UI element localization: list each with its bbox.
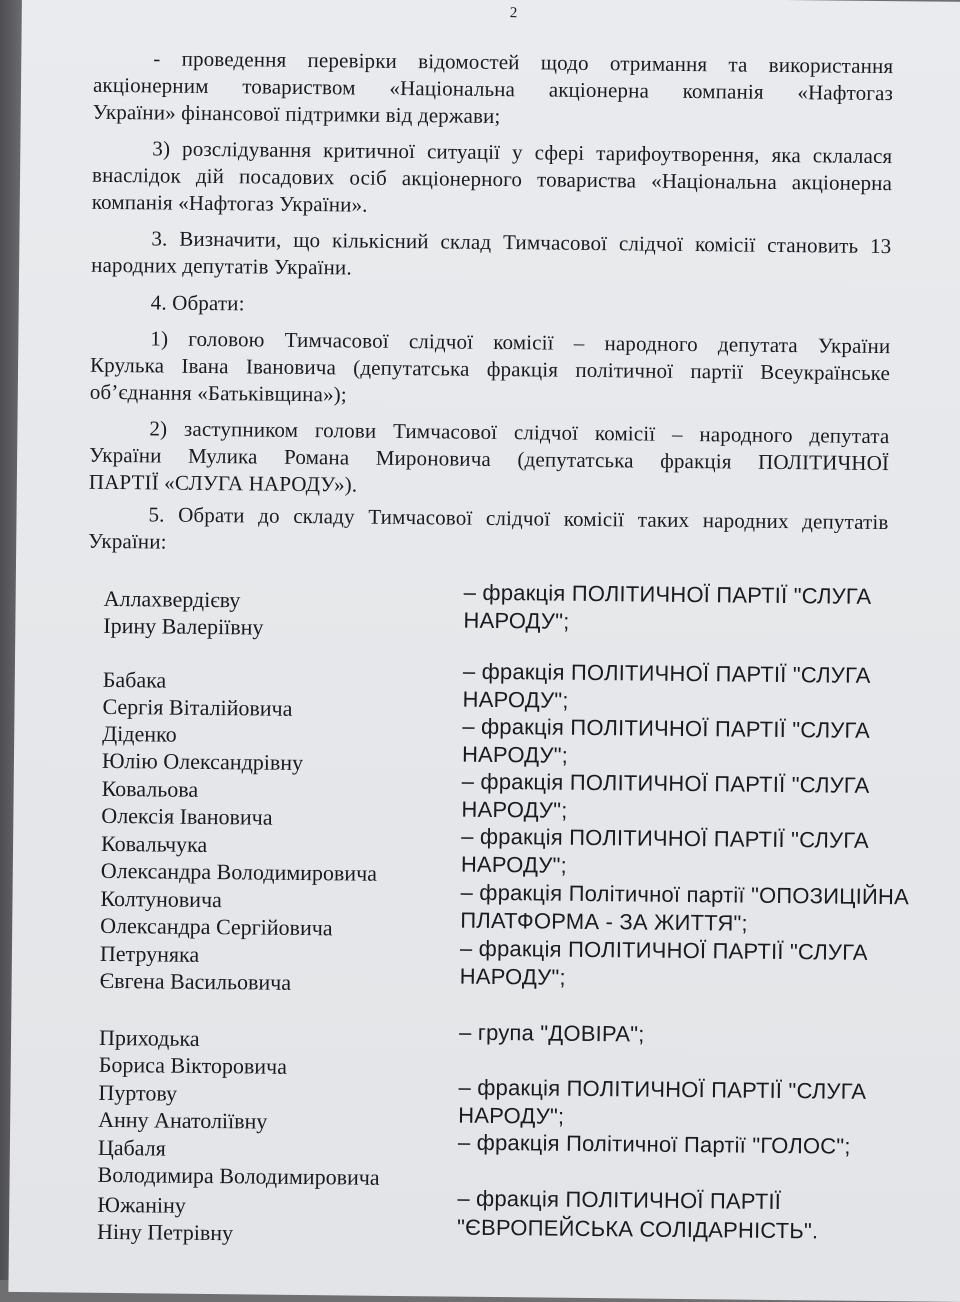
paragraph-line: народних депутатів України. <box>91 252 352 280</box>
member-surname: Аллахвердієву <box>103 585 241 613</box>
member-faction: НАРОДУ"; <box>461 796 568 823</box>
member-faction: – фракція ПОЛІТИЧНОЇ ПАРТІЇ "СЛУГА <box>462 658 871 688</box>
member-faction: НАРОДУ"; <box>460 851 568 878</box>
member-given-names: Сергія Віталійовича <box>102 693 293 721</box>
paragraph-line: 1) головою Тимчасової слідчої комісії – народного депутата України <box>150 326 891 359</box>
paragraph-line: - проведення перевірки відомостей щодо отримання та використання <box>153 46 894 79</box>
paragraph-deputy-chairman <box>89 415 890 504</box>
member-faction: – група "ДОВІРА"; <box>459 1019 645 1047</box>
member-faction: – фракція ПОЛІТИЧНОЇ ПАРТІЇ "СЛУГА <box>459 935 868 965</box>
member-surname: Колтуновича <box>100 885 222 913</box>
member-given-names: Юлію Олександрівну <box>101 747 304 775</box>
member-surname: Цабаля <box>97 1134 166 1161</box>
member-faction: – фракція ПОЛІТИЧНОЇ ПАРТІЇ "СЛУГА <box>458 1074 867 1104</box>
member-faction: – фракція ПОЛІТИЧНОЇ ПАРТІЇ "СЛУГА <box>462 713 871 743</box>
member-faction: НАРОДУ"; <box>462 686 569 713</box>
member-faction: – фракція ПОЛІТИЧНОЇ ПАРТІЇ <box>457 1185 782 1215</box>
member-faction: – фракція Політичної Партії "ГОЛОС"; <box>457 1129 851 1159</box>
paragraph-line: України: <box>88 528 167 554</box>
document-page <box>8 0 960 1302</box>
paragraph-line: 2) заступником голови Тимчасової слідчої комісії – народного депутата <box>149 416 890 449</box>
member-faction: НАРОДУ"; <box>463 607 570 634</box>
page-number: 2 <box>509 5 518 22</box>
paragraph-line: акціонерним товариством «Національна акціонерна компанія «Нафтогаз <box>92 72 894 106</box>
paragraph-members-intro <box>88 501 889 563</box>
member-given-names: Олександра Володимировича <box>100 857 378 886</box>
paragraph-line: 3) розслідування критичної ситуації у сфері тарифоутворення, яка склалася <box>152 136 893 169</box>
member-faction: НАРОДУ"; <box>458 1102 565 1129</box>
paragraph-audit-naftogaz <box>93 45 894 134</box>
member-faction: – фракція ПОЛІТИЧНОЇ ПАРТІЇ "СЛУГА <box>463 579 872 609</box>
paragraph-line: 3. Визначити, що кількісний склад Тимчасової слідчої комісії становить 13 <box>151 226 892 259</box>
paragraph-line: внаслідок дій посадових осіб акціонерного товариства «Національна акціонерна <box>91 162 893 196</box>
member-given-names: Ніну Петрівну <box>96 1218 234 1246</box>
paragraph-line: України Мулика Романа Мироновича (депутатська фракція ПОЛІТИЧНОЇ <box>89 442 890 476</box>
member-surname: Діденко <box>102 720 177 747</box>
member-faction: – фракція Політичної партії "ОПОЗИЦІЙНА <box>460 879 910 910</box>
paragraph-line: 5. Обрати до складу Тимчасової слідчої комісії таких народних депутатів <box>148 502 889 535</box>
member-given-names: Бориса Вікторовича <box>98 1051 288 1079</box>
member-given-names: Володимира Володимировича <box>97 1161 380 1190</box>
member-faction: – фракція ПОЛІТИЧНОЇ ПАРТІЇ "СЛУГА <box>461 823 869 853</box>
paragraph-line: ПАРТІЇ «СЛУГА НАРОДУ»). <box>88 469 358 497</box>
member-faction: "ЄВРОПЕЙСЬКА СОЛІДАРНІСТЬ". <box>456 1214 819 1244</box>
member-surname: Южаніну <box>97 1191 186 1218</box>
member-surname: Бабака <box>102 666 167 693</box>
paragraph-line: об’єднання «Батьківщина»); <box>89 379 347 407</box>
paragraph-line: України» фінансової підтримки від держави; <box>92 99 501 129</box>
paragraph-line: компанія «Нафтогаз України». <box>91 189 368 217</box>
member-given-names: Анну Анатоліївну <box>98 1106 268 1134</box>
paragraph-elect <box>91 289 891 324</box>
member-given-names: Євгена Васильовича <box>99 967 292 995</box>
member-faction: ПЛАТФОРМА - ЗА ЖИТТЯ"; <box>460 907 748 936</box>
paragraph-composition <box>91 225 892 287</box>
paragraph-chairman <box>90 325 891 414</box>
paragraph-line: Крулька Івана Івановича (депутатська фракція політичної партії Всеукраїнське <box>89 352 891 386</box>
paragraph-tariff-investigation <box>92 135 893 224</box>
member-given-names: Олександра Сергійовича <box>100 912 333 941</box>
member-surname: Приходька <box>98 1024 200 1051</box>
member-surname: Ковальова <box>101 775 199 802</box>
member-surname: Пуртову <box>98 1079 178 1106</box>
member-faction: НАРОДУ"; <box>461 741 569 768</box>
member-given-names: Олексія Івановича <box>101 802 273 830</box>
member-surname: Петруняка <box>99 940 200 967</box>
member-surname: Ковальчука <box>100 830 208 857</box>
member-faction: НАРОДУ"; <box>459 963 566 990</box>
paragraph-line: 4. Обрати: <box>150 290 245 316</box>
member-faction: – фракція ПОЛІТИЧНОЇ ПАРТІЇ "СЛУГА <box>461 768 870 798</box>
member-given-names: Ірину Валеріївну <box>103 612 264 640</box>
